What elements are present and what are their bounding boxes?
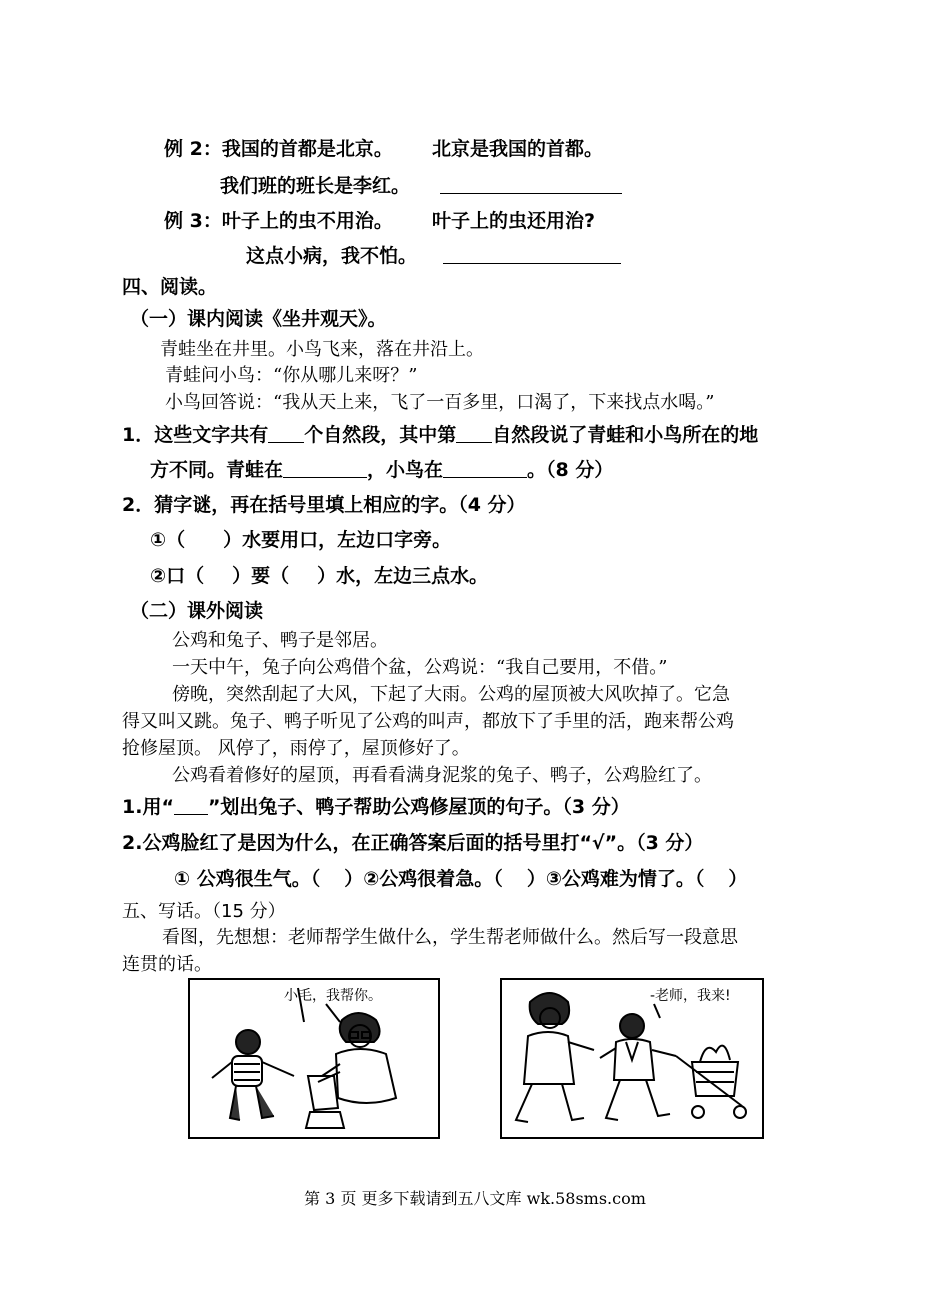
- passage-2-line-2: 一天中午，兔子向公鸡借个盆，公鸡说：“我自己要用，不借。”: [172, 657, 668, 678]
- example-2-label: 例 2：: [164, 138, 222, 160]
- option-3-close: ）: [728, 868, 748, 890]
- section-4-title: 四、阅读。: [122, 276, 218, 298]
- example-3-label: 例 3：: [164, 210, 222, 232]
- riddle-1-open: ①（: [150, 529, 186, 551]
- example-2-answer: 北京是我国的首都。: [432, 138, 604, 160]
- picture-1-caption: 小毛，我帮你。: [284, 988, 382, 1004]
- page-footer: 第 3 页 更多下载请到五八文库 wk.58sms.com: [304, 1189, 646, 1208]
- riddle-2-open: ②口（: [150, 565, 205, 587]
- oq2-title: 2.公鸡脸红了是因为什么，在正确答案后面的括号里打“√”。（3 分）: [122, 832, 704, 854]
- oq1-underline-sample: [174, 794, 208, 815]
- passage-2-line-5: 抢修屋顶。 风停了，雨停了，屋顶修好了。: [122, 738, 470, 759]
- passage-2-line-6: 公鸡看着修好的屋顶，再看看满身泥浆的兔子、鸭子，公鸡脸红了。: [172, 765, 712, 786]
- q1-part-b: 个自然段，其中第: [304, 424, 457, 446]
- q1-blank-frog-location[interactable]: [283, 457, 367, 478]
- q1-part-a: 1．这些文字共有: [122, 424, 269, 446]
- example-3-answer: 叶子上的虫还用治?: [432, 210, 596, 232]
- writing-prompt-line-2: 连贯的话。: [122, 954, 212, 975]
- question-3-sentence: 这点小病，我不怕。: [246, 245, 418, 267]
- passage-2-line-1: 公鸡和兔子、鸭子是邻居。: [172, 630, 388, 651]
- q1-blank-paragraph-count[interactable]: [268, 422, 304, 443]
- passage-1-line-1: 青蛙坐在井里。小鸟飞来，落在井沿上。: [160, 339, 484, 360]
- answer-blank-2[interactable]: [440, 173, 622, 194]
- riddle-1-rest: ）水要用口，左边口字旁。: [223, 529, 452, 551]
- passage-1-line-2: 青蛙问小鸟：“你从哪儿来呀？”: [165, 365, 418, 386]
- reading-part-1-title: （一）课内阅读《坐井观天》。: [130, 308, 387, 330]
- section-5-title: 五、写话。（15 分）: [122, 901, 286, 922]
- oq1-part-a: 1.用“: [122, 796, 174, 818]
- example-2-sentence: 我国的首都是北京。: [221, 138, 393, 160]
- option-2-close: ）: [526, 868, 546, 890]
- picture-teacher-helps-student: [188, 978, 440, 1139]
- picture-student-helps-teacher: [500, 978, 764, 1139]
- option-2: ②公鸡很着急。（: [363, 868, 503, 890]
- passage-1-line-3: 小鸟回答说：“我从天上来，飞了一百多里，口渴了，下来找点水喝。”: [165, 392, 715, 413]
- q2-title: 2．猜字谜，再在括号里填上相应的字。（4 分）: [122, 494, 526, 516]
- q1-part-c: 自然段说了青蛙和小鸟所在的地: [492, 424, 759, 446]
- q1-part-d: 方不同。青蛙在: [150, 459, 284, 481]
- example-3-sentence: 叶子上的虫不用治。: [221, 210, 393, 232]
- option-3: ③公鸡难为情了。（: [545, 868, 705, 890]
- q1-blank-bird-location[interactable]: [443, 457, 527, 478]
- riddle-2-rest: ）水，左边三点水。: [317, 565, 489, 587]
- picture-2-illustration: [502, 980, 762, 1137]
- picture-2-caption: -老师，我来!: [650, 988, 731, 1004]
- passage-2-line-3: 傍晚，突然刮起了大风，下起了大雨。公鸡的屋顶被大风吹掉了。它急: [172, 684, 730, 705]
- writing-prompt-line-1: 看图，先想想：老师帮学生做什么，学生帮老师做什么。然后写一段意思: [162, 927, 738, 948]
- riddle-2-middle: ）要（: [232, 565, 290, 587]
- option-1: ① 公鸡很生气。（: [174, 868, 321, 890]
- q1-part-f: 。（8 分）: [527, 459, 614, 481]
- q1-part-e: ，小鸟在: [367, 459, 444, 481]
- reading-part-2-title: （二）课外阅读: [130, 600, 264, 622]
- q1-blank-paragraph-number[interactable]: [456, 422, 492, 443]
- oq1-part-b: ”划出兔子、鸭子帮助公鸡修屋顶的句子。（3 分）: [207, 796, 630, 818]
- picture-1-illustration: [190, 980, 438, 1137]
- option-1-close: ）: [344, 868, 364, 890]
- question-2-sentence: 我们班的班长是李红。: [220, 175, 411, 197]
- answer-blank-3[interactable]: [443, 243, 621, 264]
- passage-2-line-4: 得又叫又跳。兔子、鸭子听见了公鸡的叫声，都放下了手里的活，跑来帮公鸡: [122, 711, 734, 732]
